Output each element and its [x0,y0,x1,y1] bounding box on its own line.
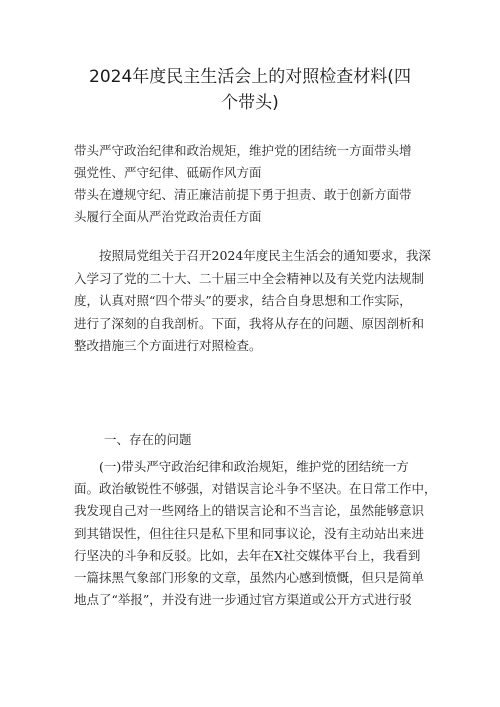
body-line: 到其错误性，但往往只是私下里和同事议论，没有主动站出来进 [74,525,425,541]
subtitle-line: 头履行全面从严治党政治责任方面 [74,209,262,224]
subtitle-line: 强党性、严守纪律、砥砺作风方面 [74,165,262,180]
body-line: (一)带头严守政治纪律和政治规矩，维护党的团结统一方 [74,459,409,474]
subtitle-line: 带头严守政治纪律和政治规矩，维护党的团结统一方面带头增 [74,143,412,158]
body-line: 行坚决的斗争和反驳。比如，去年在X社交媒体平台上，我看到 [74,547,421,563]
body-line: 一篇抹黑气象部门形象的文章，虽然内心感到愤慨，但只是简单 [74,570,425,586]
body-line: 我发现自己对一些网络上的错误言论和不当言论，虽然能够意识 [74,503,425,519]
body-paragraph [74,456,436,611]
document-title [60,64,440,116]
intro-line: 按照局党组关于召开2024年度民主生活会的通知要求，我深 [74,248,431,263]
body-line: 地点了“举报”，并没有进一步通过官方渠道或公开方式进行驳 [74,592,412,608]
intro-line: 度，认真对照“四个带头”的要求，结合自身思想和工作实际， [74,293,412,308]
intro-line: 整改措施三个方面进行对照检查。 [74,338,262,353]
title-line-2: 个带头) [221,93,279,113]
document-subtitle [74,140,434,228]
subtitle-line: 带头在遵规守纪、清正廉洁前提下勇于担责、敢于创新方面带 [74,187,412,202]
section-heading: 一、存在的问题 [104,432,192,447]
intro-line: 进行了深刻的自我剖析。下面，我将从存在的问题、原因剖析和 [74,315,425,331]
body-line: 面。政治敏锐性不够强，对错误言论斗争不坚决。在日常工作中， [74,481,437,497]
title-line-1: 2024年度民主生活会上的对照检查材料(四 [89,67,411,87]
intro-line: 入学习了党的二十大、二十届三中全会精神以及有关党内法规制 [74,270,425,286]
intro-paragraph [74,245,436,358]
